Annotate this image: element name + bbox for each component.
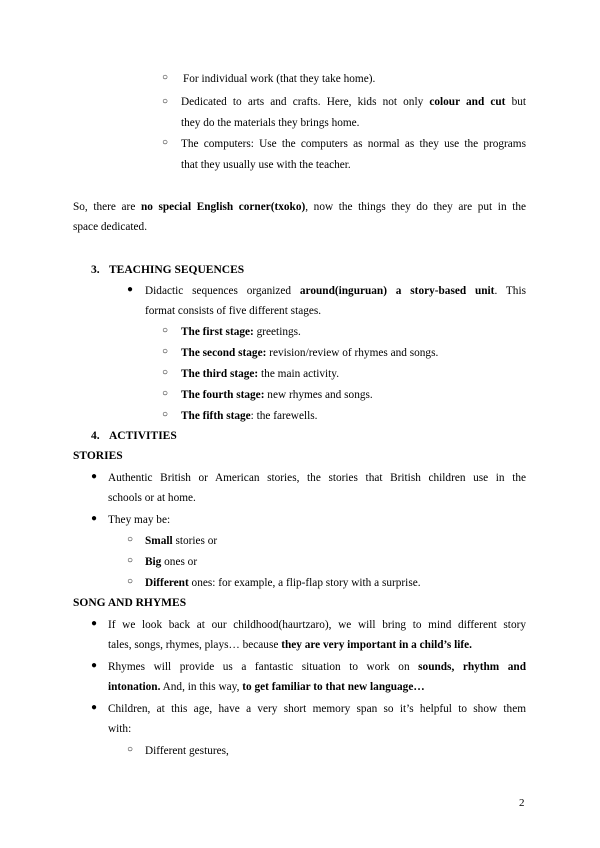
- subheading: STORIES: [73, 450, 123, 462]
- circle-bullet-icon: ○: [162, 367, 169, 378]
- list-item: Rhymes will provide us a fantastic situation to work on sounds, rhythm and: [108, 661, 526, 673]
- filled-bullet-icon: ●: [91, 513, 98, 524]
- paragraph-continuation: space dedicated.: [73, 221, 148, 233]
- story-type-item: Big ones or: [145, 556, 198, 568]
- filled-bullet-icon: ●: [127, 284, 134, 295]
- circle-bullet-icon: ○: [127, 576, 134, 587]
- list-item: The computers: Use the computers as normal as they use the programs: [181, 138, 526, 150]
- circle-bullet-icon: ○: [162, 96, 169, 107]
- list-item: If we look back at our childhood(haurtzaro), we will bring to mind different story: [108, 619, 526, 631]
- circle-bullet-icon: ○: [127, 744, 134, 755]
- filled-bullet-icon: ●: [91, 618, 98, 629]
- circle-bullet-icon: ○: [127, 555, 134, 566]
- story-type-item: Small stories or: [145, 535, 218, 547]
- list-item-continuation: that they usually use with the teacher.: [181, 159, 351, 171]
- page-number: 2: [519, 797, 525, 809]
- section-heading: ACTIVITIES: [109, 430, 177, 442]
- circle-bullet-icon: ○: [127, 534, 134, 545]
- list-item-continuation: with:: [108, 723, 132, 735]
- story-type-item: Different ones: for example, a flip-flap story with a surprise.: [145, 577, 421, 589]
- filled-bullet-icon: ●: [91, 471, 98, 482]
- section-number: 4.: [91, 430, 100, 442]
- section-heading: TEACHING SEQUENCES: [109, 264, 245, 276]
- list-item: Dedicated to arts and crafts. Here, kids not only colour and cut but: [181, 96, 526, 108]
- subheading: SONG AND RHYMES: [73, 597, 187, 609]
- list-item: Didactic sequences organized around(inguruan) a story-based unit. This: [145, 285, 526, 297]
- stage-item: The second stage: revision/review of rhymes and songs.: [181, 347, 439, 359]
- list-item: Authentic British or American stories, the stories that British children use in the: [108, 472, 526, 484]
- list-item: Children, at this age, have a very short memory span so it’s helpful to show them: [108, 703, 526, 715]
- list-item-continuation: tales, songs, rhymes, plays… because they are very important in a child’s life.: [108, 639, 472, 651]
- filled-bullet-icon: ●: [91, 702, 98, 713]
- list-item-continuation: they do the materials they brings home.: [181, 117, 360, 129]
- list-item-continuation: intonation. And, in this way, to get familiar to that new language…: [108, 681, 425, 693]
- circle-bullet-icon: ○: [162, 388, 169, 399]
- list-item-continuation: format consists of five different stages.: [145, 305, 322, 317]
- circle-bullet-icon: ○: [162, 137, 169, 148]
- circle-bullet-icon: ○: [162, 72, 169, 83]
- stage-item: The fifth stage: the farewells.: [181, 410, 318, 422]
- circle-bullet-icon: ○: [162, 346, 169, 357]
- circle-bullet-icon: ○: [162, 409, 169, 420]
- list-item: They may be:: [108, 514, 171, 526]
- list-item: Different gestures,: [145, 745, 229, 757]
- section-number: 3.: [91, 264, 100, 276]
- paragraph: So, there are no special English corner(txoko), now the things they do they are put in the: [73, 201, 526, 213]
- stage-item: The first stage: greetings.: [181, 326, 301, 338]
- list-item-continuation: schools or at home.: [108, 492, 196, 504]
- list-item: For individual work (that they take home).: [183, 73, 376, 85]
- circle-bullet-icon: ○: [162, 325, 169, 336]
- filled-bullet-icon: ●: [91, 660, 98, 671]
- stage-item: The third stage: the main activity.: [181, 368, 340, 380]
- stage-item: The fourth stage: new rhymes and songs.: [181, 389, 373, 401]
